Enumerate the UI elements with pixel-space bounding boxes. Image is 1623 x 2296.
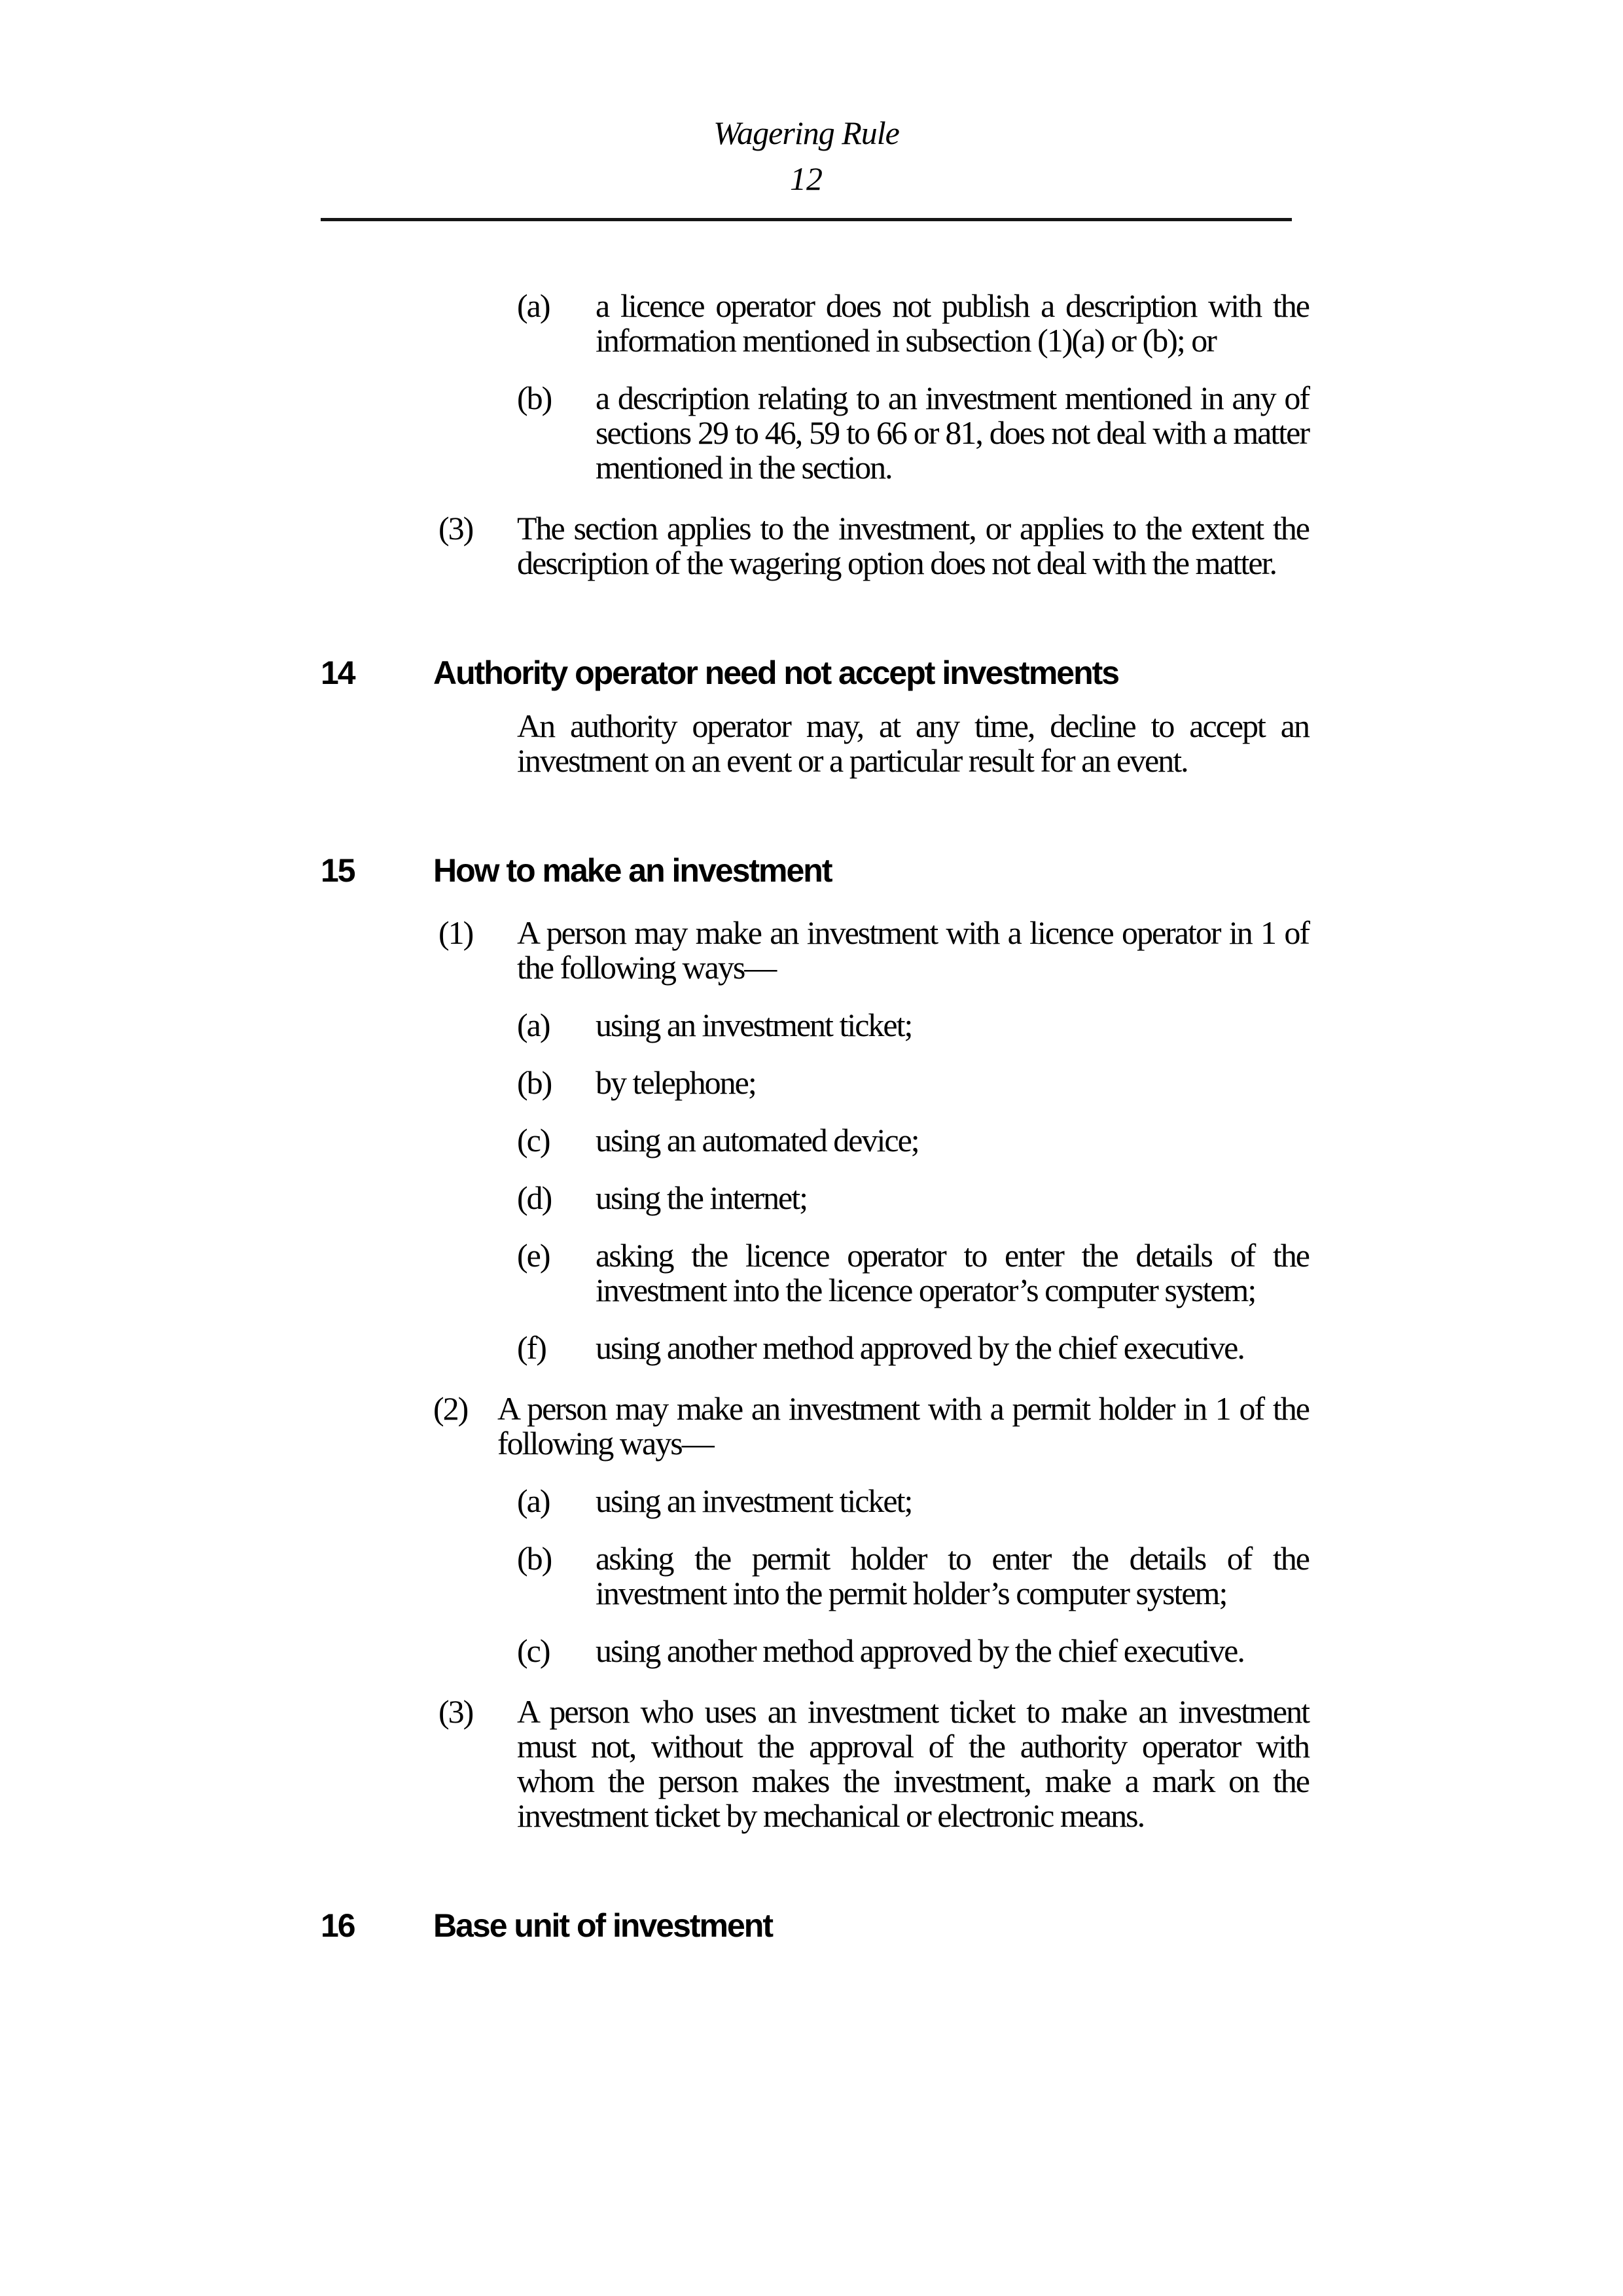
item-text: using an investment ticket; (596, 1007, 912, 1043)
list-item (321, 511, 1309, 581)
section-heading (321, 654, 1309, 692)
document-title: Wagering Rule (713, 115, 899, 151)
list-item (321, 916, 1309, 985)
item-text: A person who uses an investment ticket to make an investment must not, without the approval of the authority operator with whom the person makes the investment, make a mark on the investment ticket by mechanical or electronic means. (517, 1693, 1309, 1834)
item-marker: (3) (438, 510, 473, 547)
list-item (321, 1484, 1309, 1518)
item-text: The section applies to the investment, or applies to the extent the description of the wagering option does not deal with the matter. (517, 510, 1309, 581)
item-text: using an investment ticket; (596, 1482, 912, 1519)
item-text: asking the permit holder to enter the details of the investment into the permit holder’s computer system; (596, 1540, 1309, 1611)
item-marker: (a) (517, 1482, 550, 1519)
list-item (321, 1695, 1309, 1833)
section-number: 16 (321, 1907, 355, 1944)
item-text: by telephone; (596, 1064, 756, 1101)
item-text: a licence operator does not publish a description with the information mentioned in subsection (1)(a) or (b); or (596, 287, 1309, 359)
item-marker: (2) (433, 1390, 468, 1427)
list-item (321, 1123, 1309, 1158)
list-item (321, 1181, 1309, 1215)
section-title: How to make an investment (433, 852, 832, 889)
list-item (321, 1331, 1309, 1365)
paragraph: An authority operator may, at any time, decline to accept an investment on an event or a particular result for an event. (517, 708, 1309, 779)
list-item (321, 1008, 1309, 1043)
item-marker: (b) (517, 1540, 552, 1577)
item-text: a description relating to an investment mentioned in any of sections 29 to 46, 59 to 66 or 81, does not deal with a matter mentioned in the section. (596, 380, 1309, 486)
item-marker: (b) (517, 380, 552, 416)
list-item (321, 1541, 1309, 1611)
list-item (321, 1238, 1309, 1308)
document-body (321, 221, 1309, 1945)
item-text: asking the licence operator to enter the details of the investment into the licence operator’s computer system; (596, 1237, 1309, 1308)
item-text: using the internet; (596, 1179, 808, 1216)
section-number: 14 (321, 655, 355, 691)
page-number: 12 (790, 160, 823, 197)
item-text: A person may make an investment with a licence operator in 1 of the following ways— (517, 914, 1309, 986)
list-item (321, 381, 1309, 485)
item-marker: (d) (517, 1179, 552, 1216)
item-marker: (3) (438, 1693, 473, 1730)
item-marker: (c) (517, 1632, 550, 1669)
list-item (321, 1066, 1309, 1100)
section-heading (321, 1907, 1309, 1945)
item-marker: (a) (517, 1007, 550, 1043)
item-marker: (1) (438, 914, 473, 951)
section-number: 15 (321, 852, 355, 889)
list-item (321, 289, 1309, 358)
item-marker: (e) (517, 1237, 550, 1274)
section-heading (321, 852, 1309, 889)
section-title: Base unit of investment (433, 1907, 772, 1944)
item-text: using another method approved by the chief executive. (596, 1632, 1244, 1669)
item-marker: (c) (517, 1122, 550, 1158)
list-item (321, 1391, 1309, 1461)
item-text: A person may make an investment with a permit holder in 1 of the following ways— (497, 1390, 1309, 1462)
item-text: using an automated device; (596, 1122, 919, 1158)
list-item (321, 1634, 1309, 1668)
item-marker: (f) (517, 1329, 546, 1366)
item-marker: (b) (517, 1064, 552, 1101)
item-marker: (a) (517, 287, 550, 324)
page-header (321, 0, 1292, 221)
item-text: using another method approved by the chief executive. (596, 1329, 1244, 1366)
section-title: Authority operator need not accept investments (433, 655, 1119, 691)
